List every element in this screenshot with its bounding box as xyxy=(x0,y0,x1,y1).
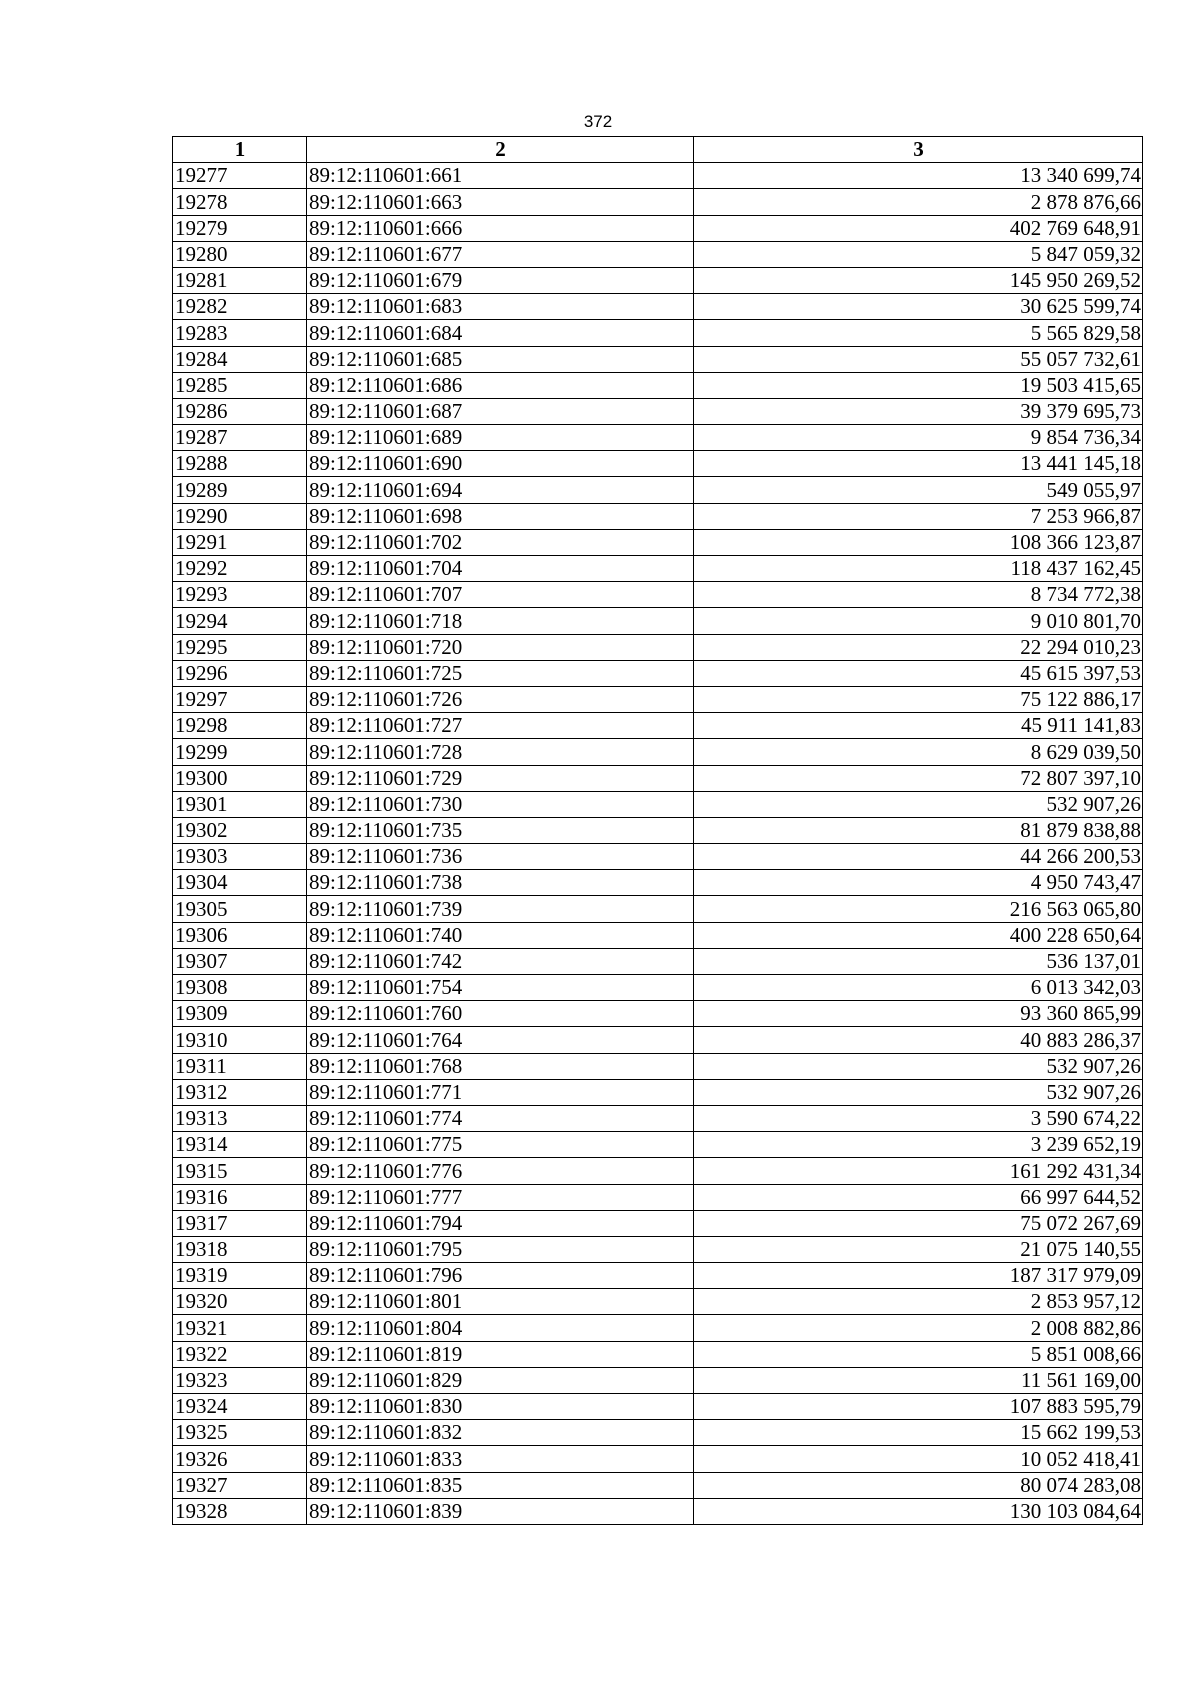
value-cell: 5 847 059,32 xyxy=(694,241,1143,267)
value-cell: 7 253 966,87 xyxy=(694,503,1143,529)
cadastral-number-cell: 89:12:110601:690 xyxy=(307,451,694,477)
row-number-cell: 19312 xyxy=(173,1079,307,1105)
row-number-cell: 19286 xyxy=(173,398,307,424)
value-cell: 187 317 979,09 xyxy=(694,1263,1143,1289)
value-cell: 536 137,01 xyxy=(694,948,1143,974)
row-number-cell: 19320 xyxy=(173,1289,307,1315)
row-number-cell: 19299 xyxy=(173,739,307,765)
table-row xyxy=(173,267,1143,293)
table-row xyxy=(173,556,1143,582)
cadastral-number-cell: 89:12:110601:735 xyxy=(307,817,694,843)
value-cell: 6 013 342,03 xyxy=(694,975,1143,1001)
row-number-cell: 19277 xyxy=(173,163,307,189)
table-header xyxy=(173,137,1143,163)
row-number-cell: 19284 xyxy=(173,346,307,372)
cadastral-number-cell: 89:12:110601:704 xyxy=(307,556,694,582)
cadastral-number-cell: 89:12:110601:689 xyxy=(307,425,694,451)
value-cell: 2 853 957,12 xyxy=(694,1289,1143,1315)
table-row xyxy=(173,163,1143,189)
table-row xyxy=(173,765,1143,791)
value-cell: 549 055,97 xyxy=(694,477,1143,503)
table-row xyxy=(173,346,1143,372)
cadastral-number-cell: 89:12:110601:775 xyxy=(307,1132,694,1158)
row-number-cell: 19281 xyxy=(173,267,307,293)
cadastral-number-cell: 89:12:110601:819 xyxy=(307,1341,694,1367)
row-number-cell: 19319 xyxy=(173,1263,307,1289)
cadastral-number-cell: 89:12:110601:829 xyxy=(307,1367,694,1393)
table-row xyxy=(173,791,1143,817)
cadastral-number-cell: 89:12:110601:771 xyxy=(307,1079,694,1105)
value-cell: 8 734 772,38 xyxy=(694,582,1143,608)
value-cell: 5 565 829,58 xyxy=(694,320,1143,346)
table-row xyxy=(173,1236,1143,1262)
table-row xyxy=(173,529,1143,555)
value-cell: 161 292 431,34 xyxy=(694,1158,1143,1184)
row-number-cell: 19292 xyxy=(173,556,307,582)
cadastral-number-cell: 89:12:110601:738 xyxy=(307,870,694,896)
table-row xyxy=(173,189,1143,215)
cadastral-number-cell: 89:12:110601:739 xyxy=(307,896,694,922)
cadastral-number-cell: 89:12:110601:796 xyxy=(307,1263,694,1289)
row-number-cell: 19311 xyxy=(173,1053,307,1079)
cadastral-number-cell: 89:12:110601:684 xyxy=(307,320,694,346)
table-row xyxy=(173,922,1143,948)
cadastral-number-cell: 89:12:110601:794 xyxy=(307,1210,694,1236)
table-row xyxy=(173,477,1143,503)
value-cell: 45 615 397,53 xyxy=(694,660,1143,686)
table-row xyxy=(173,1472,1143,1498)
table-row xyxy=(173,425,1143,451)
table-row xyxy=(173,582,1143,608)
value-cell: 93 360 865,99 xyxy=(694,1001,1143,1027)
row-number-cell: 19280 xyxy=(173,241,307,267)
cadastral-number-cell: 89:12:110601:832 xyxy=(307,1420,694,1446)
table-row xyxy=(173,398,1143,424)
value-cell: 45 911 141,83 xyxy=(694,713,1143,739)
cadastral-number-cell: 89:12:110601:687 xyxy=(307,398,694,424)
value-cell: 75 122 886,17 xyxy=(694,686,1143,712)
value-cell: 118 437 162,45 xyxy=(694,556,1143,582)
table-row xyxy=(173,215,1143,241)
row-number-cell: 19313 xyxy=(173,1105,307,1131)
cadastral-number-cell: 89:12:110601:835 xyxy=(307,1472,694,1498)
table-row xyxy=(173,844,1143,870)
value-cell: 72 807 397,10 xyxy=(694,765,1143,791)
row-number-cell: 19324 xyxy=(173,1394,307,1420)
value-cell: 13 340 699,74 xyxy=(694,163,1143,189)
value-cell: 9 854 736,34 xyxy=(694,425,1143,451)
table-row xyxy=(173,372,1143,398)
row-number-cell: 19283 xyxy=(173,320,307,346)
cadastral-number-cell: 89:12:110601:801 xyxy=(307,1289,694,1315)
value-cell: 55 057 732,61 xyxy=(694,346,1143,372)
row-number-cell: 19279 xyxy=(173,215,307,241)
cadastral-number-cell: 89:12:110601:661 xyxy=(307,163,694,189)
cadastral-number-cell: 89:12:110601:683 xyxy=(307,294,694,320)
row-number-cell: 19325 xyxy=(173,1420,307,1446)
row-number-cell: 19309 xyxy=(173,1001,307,1027)
row-number-cell: 19291 xyxy=(173,529,307,555)
row-number-cell: 19290 xyxy=(173,503,307,529)
value-cell: 2 878 876,66 xyxy=(694,189,1143,215)
table-row xyxy=(173,241,1143,267)
cadastral-number-cell: 89:12:110601:776 xyxy=(307,1158,694,1184)
table-row xyxy=(173,1315,1143,1341)
value-cell: 2 008 882,86 xyxy=(694,1315,1143,1341)
cadastral-number-cell: 89:12:110601:768 xyxy=(307,1053,694,1079)
value-cell: 22 294 010,23 xyxy=(694,634,1143,660)
value-cell: 66 997 644,52 xyxy=(694,1184,1143,1210)
cadastral-number-cell: 89:12:110601:774 xyxy=(307,1105,694,1131)
table-row xyxy=(173,1289,1143,1315)
table-row xyxy=(173,1001,1143,1027)
row-number-cell: 19288 xyxy=(173,451,307,477)
table-row xyxy=(173,1263,1143,1289)
value-cell: 10 052 418,41 xyxy=(694,1446,1143,1472)
row-number-cell: 19318 xyxy=(173,1236,307,1262)
table-row xyxy=(173,1341,1143,1367)
row-number-cell: 19282 xyxy=(173,294,307,320)
cadastral-number-cell: 89:12:110601:730 xyxy=(307,791,694,817)
table-row xyxy=(173,608,1143,634)
cadastral-number-cell: 89:12:110601:742 xyxy=(307,948,694,974)
value-cell: 81 879 838,88 xyxy=(694,817,1143,843)
row-number-cell: 19304 xyxy=(173,870,307,896)
value-cell: 30 625 599,74 xyxy=(694,294,1143,320)
cadastral-number-cell: 89:12:110601:718 xyxy=(307,608,694,634)
row-number-cell: 19302 xyxy=(173,817,307,843)
value-cell: 3 239 652,19 xyxy=(694,1132,1143,1158)
table-row xyxy=(173,1027,1143,1053)
table-row xyxy=(173,1498,1143,1524)
value-cell: 402 769 648,91 xyxy=(694,215,1143,241)
row-number-cell: 19287 xyxy=(173,425,307,451)
table-row xyxy=(173,294,1143,320)
cadastral-number-cell: 89:12:110601:833 xyxy=(307,1446,694,1472)
cadastral-number-cell: 89:12:110601:760 xyxy=(307,1001,694,1027)
value-cell: 13 441 145,18 xyxy=(694,451,1143,477)
row-number-cell: 19298 xyxy=(173,713,307,739)
cadastral-number-cell: 89:12:110601:694 xyxy=(307,477,694,503)
cadastral-number-cell: 89:12:110601:754 xyxy=(307,975,694,1001)
cadastral-number-cell: 89:12:110601:686 xyxy=(307,372,694,398)
value-cell: 216 563 065,80 xyxy=(694,896,1143,922)
cadastral-number-cell: 89:12:110601:740 xyxy=(307,922,694,948)
table-row xyxy=(173,686,1143,712)
value-cell: 80 074 283,08 xyxy=(694,1472,1143,1498)
table-row xyxy=(173,1394,1143,1420)
row-number-cell: 19297 xyxy=(173,686,307,712)
table-row xyxy=(173,1367,1143,1393)
cadastral-number-cell: 89:12:110601:707 xyxy=(307,582,694,608)
cadastral-number-cell: 89:12:110601:729 xyxy=(307,765,694,791)
column-header-3: 3 xyxy=(694,137,1143,163)
table-row xyxy=(173,320,1143,346)
row-number-cell: 19323 xyxy=(173,1367,307,1393)
value-cell: 8 629 039,50 xyxy=(694,739,1143,765)
row-number-cell: 19326 xyxy=(173,1446,307,1472)
table-row xyxy=(173,1446,1143,1472)
value-cell: 400 228 650,64 xyxy=(694,922,1143,948)
value-cell: 9 010 801,70 xyxy=(694,608,1143,634)
row-number-cell: 19310 xyxy=(173,1027,307,1053)
row-number-cell: 19328 xyxy=(173,1498,307,1524)
table-body xyxy=(173,163,1143,1525)
cadastral-number-cell: 89:12:110601:839 xyxy=(307,1498,694,1524)
table-row xyxy=(173,1105,1143,1131)
table-row xyxy=(173,948,1143,974)
column-header-1: 1 xyxy=(173,137,307,163)
cadastral-number-cell: 89:12:110601:727 xyxy=(307,713,694,739)
value-cell: 108 366 123,87 xyxy=(694,529,1143,555)
value-cell: 532 907,26 xyxy=(694,1079,1143,1105)
row-number-cell: 19306 xyxy=(173,922,307,948)
row-number-cell: 19300 xyxy=(173,765,307,791)
table-row xyxy=(173,870,1143,896)
cadastral-number-cell: 89:12:110601:679 xyxy=(307,267,694,293)
table-row xyxy=(173,1184,1143,1210)
row-number-cell: 19303 xyxy=(173,844,307,870)
row-number-cell: 19321 xyxy=(173,1315,307,1341)
row-number-cell: 19314 xyxy=(173,1132,307,1158)
table-row xyxy=(173,817,1143,843)
value-cell: 21 075 140,55 xyxy=(694,1236,1143,1262)
table-row xyxy=(173,1420,1143,1446)
value-cell: 145 950 269,52 xyxy=(694,267,1143,293)
value-cell: 75 072 267,69 xyxy=(694,1210,1143,1236)
value-cell: 3 590 674,22 xyxy=(694,1105,1143,1131)
table-row xyxy=(173,739,1143,765)
cadastral-number-cell: 89:12:110601:764 xyxy=(307,1027,694,1053)
cadastral-number-cell: 89:12:110601:725 xyxy=(307,660,694,686)
table-row xyxy=(173,503,1143,529)
row-number-cell: 19278 xyxy=(173,189,307,215)
cadastral-number-cell: 89:12:110601:728 xyxy=(307,739,694,765)
table-row xyxy=(173,713,1143,739)
value-cell: 532 907,26 xyxy=(694,791,1143,817)
table-row xyxy=(173,896,1143,922)
cadastral-number-cell: 89:12:110601:726 xyxy=(307,686,694,712)
value-cell: 130 103 084,64 xyxy=(694,1498,1143,1524)
table-row xyxy=(173,1210,1143,1236)
row-number-cell: 19322 xyxy=(173,1341,307,1367)
cadastral-value-table xyxy=(172,136,1143,1525)
table-row xyxy=(173,1053,1143,1079)
cadastral-number-cell: 89:12:110601:830 xyxy=(307,1394,694,1420)
row-number-cell: 19301 xyxy=(173,791,307,817)
value-cell: 11 561 169,00 xyxy=(694,1367,1143,1393)
row-number-cell: 19295 xyxy=(173,634,307,660)
row-number-cell: 19296 xyxy=(173,660,307,686)
table-row xyxy=(173,451,1143,477)
cadastral-number-cell: 89:12:110601:698 xyxy=(307,503,694,529)
row-number-cell: 19327 xyxy=(173,1472,307,1498)
value-cell: 107 883 595,79 xyxy=(694,1394,1143,1420)
value-cell: 44 266 200,53 xyxy=(694,844,1143,870)
value-cell: 15 662 199,53 xyxy=(694,1420,1143,1446)
row-number-cell: 19305 xyxy=(173,896,307,922)
cadastral-number-cell: 89:12:110601:702 xyxy=(307,529,694,555)
header-row xyxy=(173,137,1143,163)
row-number-cell: 19308 xyxy=(173,975,307,1001)
row-number-cell: 19315 xyxy=(173,1158,307,1184)
value-cell: 532 907,26 xyxy=(694,1053,1143,1079)
row-number-cell: 19294 xyxy=(173,608,307,634)
value-cell: 5 851 008,66 xyxy=(694,1341,1143,1367)
cadastral-number-cell: 89:12:110601:677 xyxy=(307,241,694,267)
value-cell: 4 950 743,47 xyxy=(694,870,1143,896)
cadastral-number-cell: 89:12:110601:804 xyxy=(307,1315,694,1341)
cadastral-number-cell: 89:12:110601:666 xyxy=(307,215,694,241)
row-number-cell: 19289 xyxy=(173,477,307,503)
row-number-cell: 19293 xyxy=(173,582,307,608)
cadastral-number-cell: 89:12:110601:720 xyxy=(307,634,694,660)
table-row xyxy=(173,1079,1143,1105)
column-header-2: 2 xyxy=(307,137,694,163)
page-number: 372 xyxy=(583,112,613,131)
cadastral-number-cell: 89:12:110601:663 xyxy=(307,189,694,215)
table-row xyxy=(173,1158,1143,1184)
cadastral-number-cell: 89:12:110601:777 xyxy=(307,1184,694,1210)
cadastral-number-cell: 89:12:110601:795 xyxy=(307,1236,694,1262)
table-row xyxy=(173,975,1143,1001)
table-row xyxy=(173,660,1143,686)
table-row xyxy=(173,1132,1143,1158)
value-cell: 19 503 415,65 xyxy=(694,372,1143,398)
cadastral-number-cell: 89:12:110601:736 xyxy=(307,844,694,870)
row-number-cell: 19307 xyxy=(173,948,307,974)
row-number-cell: 19317 xyxy=(173,1210,307,1236)
value-cell: 40 883 286,37 xyxy=(694,1027,1143,1053)
table-row xyxy=(173,634,1143,660)
value-cell: 39 379 695,73 xyxy=(694,398,1143,424)
cadastral-number-cell: 89:12:110601:685 xyxy=(307,346,694,372)
row-number-cell: 19285 xyxy=(173,372,307,398)
row-number-cell: 19316 xyxy=(173,1184,307,1210)
